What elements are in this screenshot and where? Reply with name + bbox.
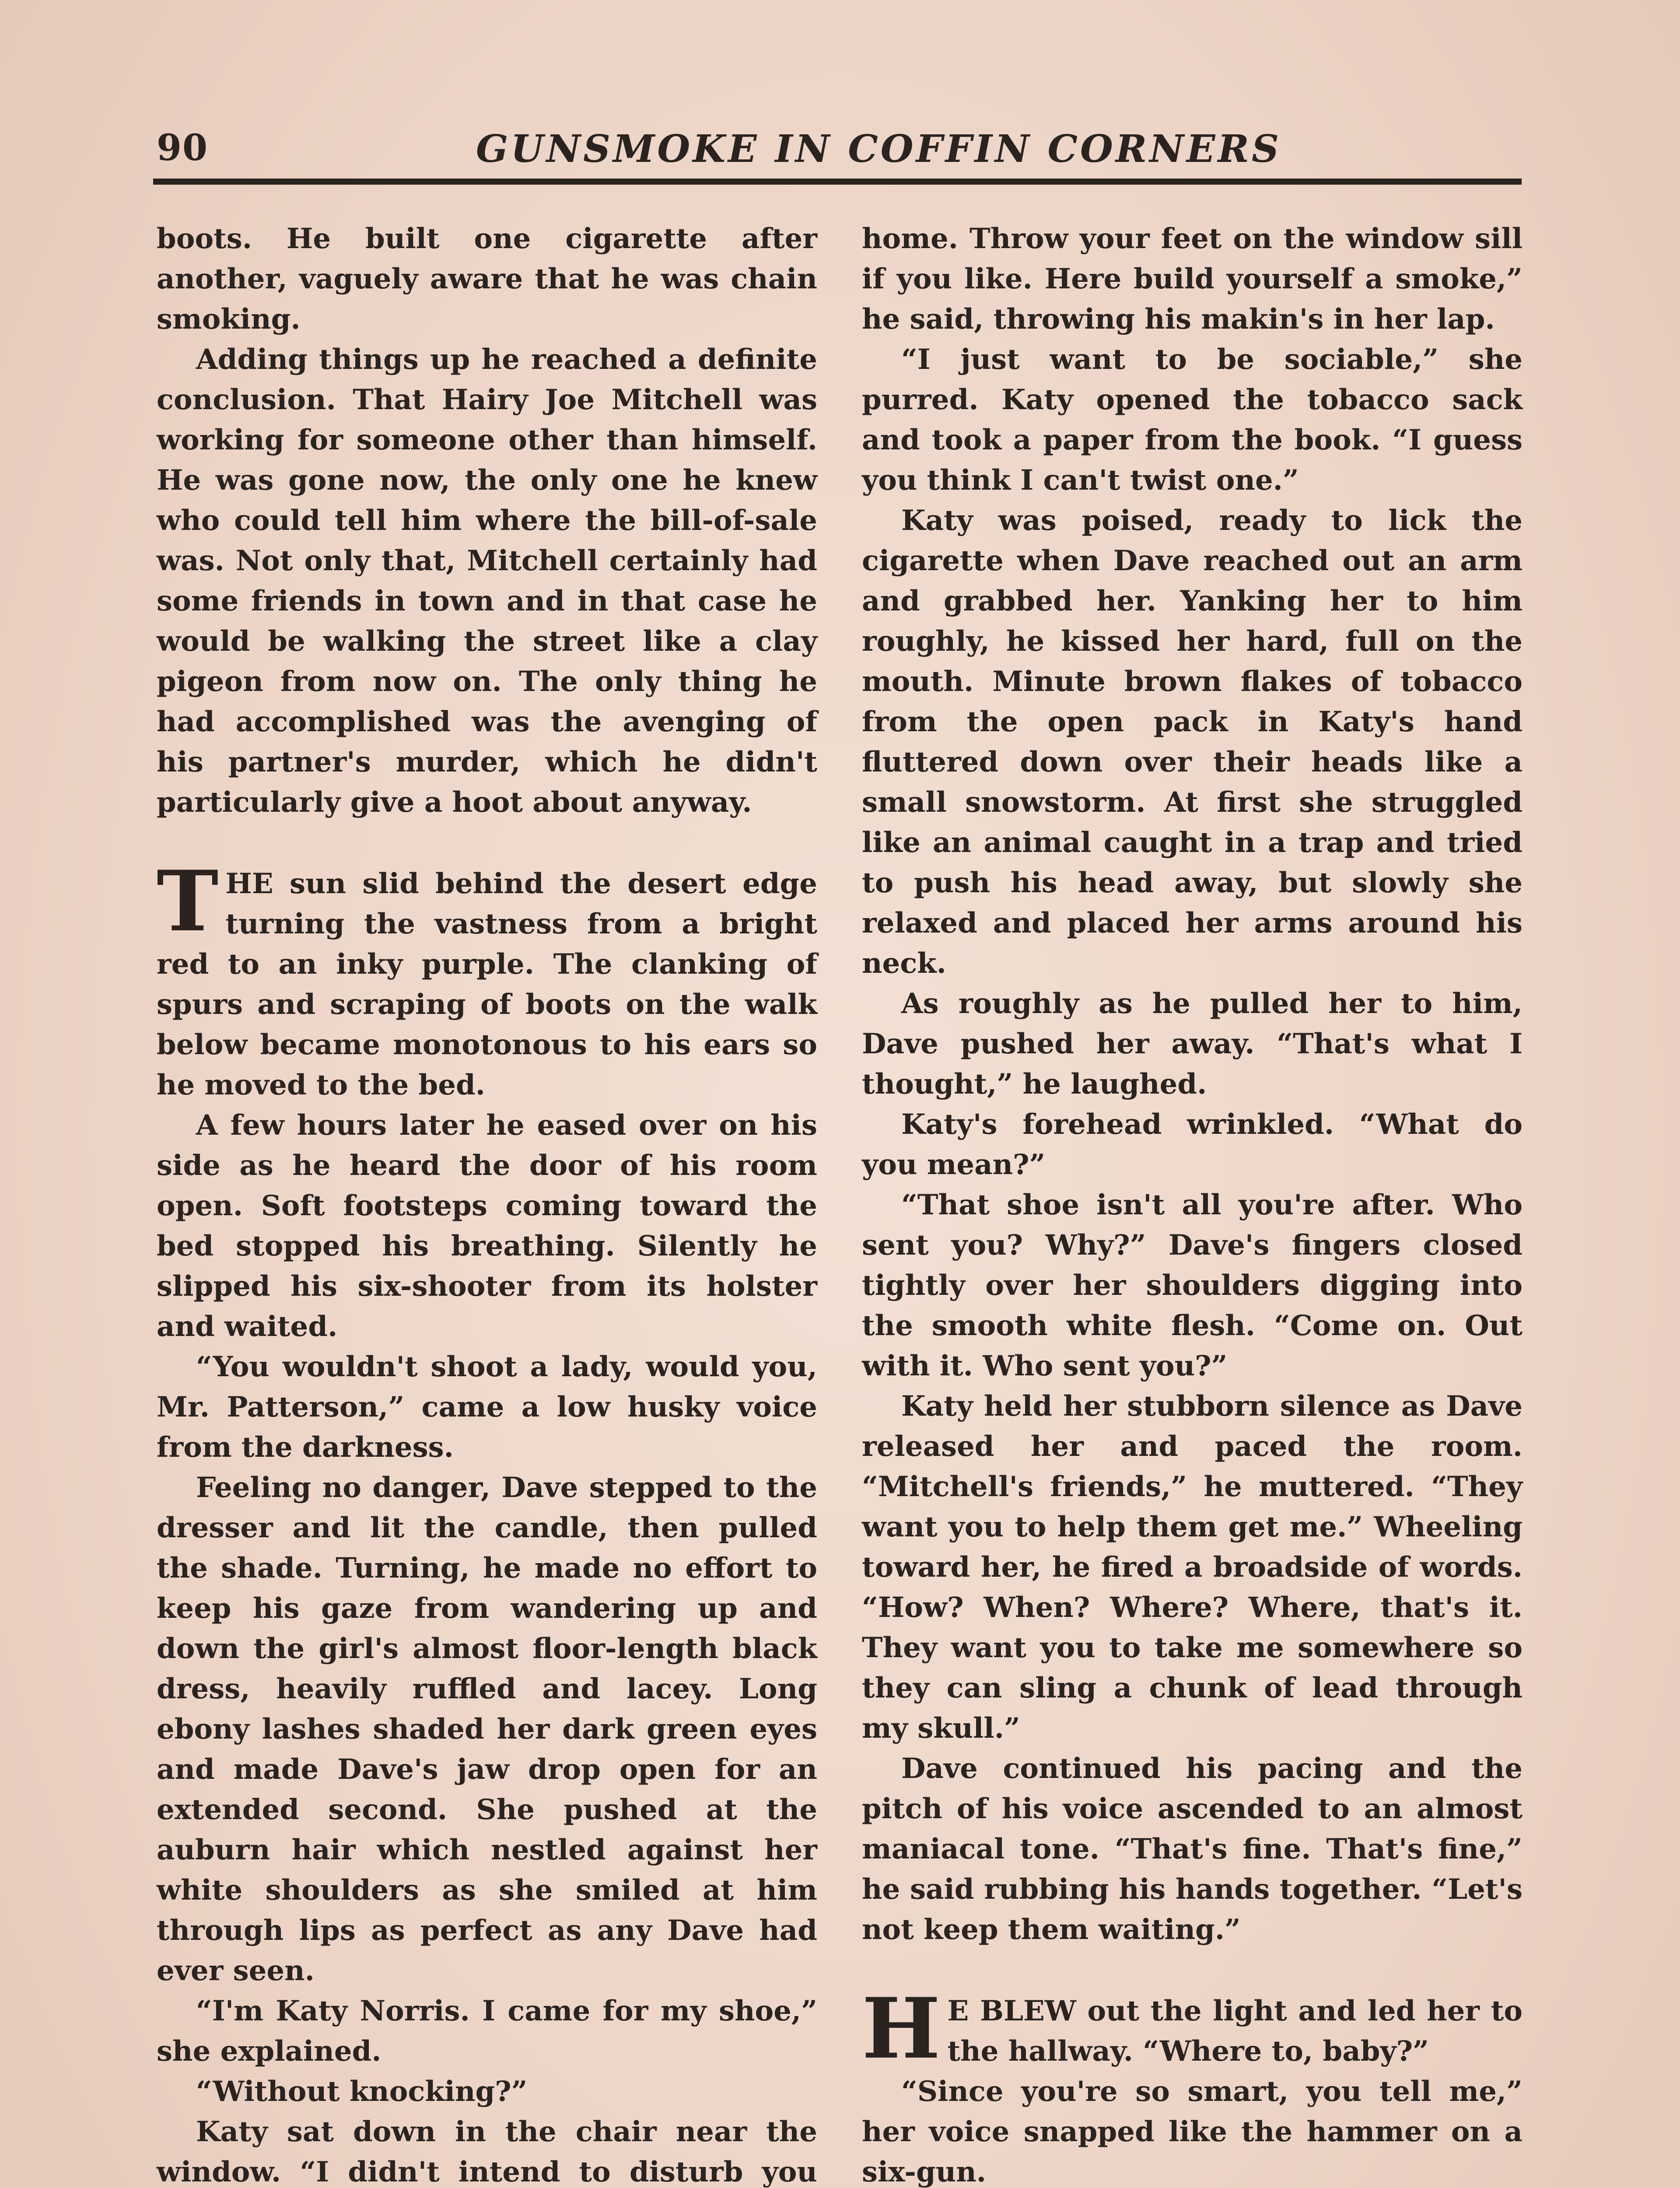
paragraph: Katy sat down in the chair near the window. “I didn't intend to disturb you (157, 2115, 817, 2188)
paragraph: Katy held her stubborn silence as Dave released her and paced the room. “Mitchell's friends,” he muttered. “They want you to help them get me.” Wheeling toward her, he fired a broadside of words. “How? When? Where? Where, that's it. They want you to take me somewhere so they can sling a chunk of lead through my skull.” (862, 1390, 1522, 1745)
paragraph: Dave continued his pacing and the pitch of his voice ascended to an almost maniacal tone. “That's fine. That's fine,” he said rubbing his hands together. “Let's not keep them waiting.” (862, 1752, 1522, 1946)
right-column (862, 219, 1522, 2188)
paragraph: Katy's forehead wrinkled. “What do you mean?” (862, 1108, 1522, 1181)
page-number: 90 (157, 127, 209, 169)
paragraph: A few hours later he eased over on his side as he heard the door of his room open. Soft footsteps coming toward the bed stopped his breathing. Silently he slipped his six-shooter from its holster and waited. (157, 1109, 817, 1343)
section-start-paragraph (862, 1980, 1522, 2077)
paragraph-text: HE sun slid behind the desert edge turning the vastness from a bright red to an inky purple. The clanking of spurs and scraping of boots on the walk below became monotonous to his ears so he moved to the bed. (157, 867, 817, 1101)
paragraph: boots. He built one cigarette after another, vaguely aware that he was chain smoking. (157, 222, 817, 336)
paragraph: “You wouldn't shoot a lady, would you, Mr. Patterson,” came a low husky voice from the darkness. (157, 1350, 817, 1464)
paragraph: “Since you're so smart, you tell me,” her voice snapped like the hammer on a six-gun. (862, 2075, 1522, 2188)
running-title: GUNSMOKE IN COFFIN CORNERS (476, 127, 1282, 171)
paragraph: “Without knocking?” (196, 2075, 528, 2108)
paragraph: Adding things up he reached a definite conclusion. That Hairy Joe Mitchell was working for someone other than himself. He was gone now, the only one he knew who could tell him where the bill-of-sale was. Not only that, Mitchell certainly had some friends in town and in that case he would be walking the street like a clay pigeon from now on. The only thing he had accomplished was the avenging of his partner's murder, which he didn't particularly give a hoot about anyway. (157, 343, 817, 819)
paragraph: Feeling no danger, Dave stepped to the dresser and lit the candle, then pulled the shade. Turning, he made no effort to keep his gaze from wandering up and down the girl's almost floor-length black dress, heavily ruffled and lacey. Long ebony lashes shaded her dark green eyes and made Dave's jaw drop open for an extended second. She pushed at the auburn hair which nestled against her white shoulders as she smiled at him through lips as perfect as any Dave had ever seen. (157, 1471, 817, 1987)
paragraph-text: E BLEW out the light and led her to the hallway. “Where to, baby?” (947, 1995, 1522, 2068)
paragraph: As roughly as he pulled her to him, Dave pushed her away. “That's what I thought,” he laughed. (862, 987, 1522, 1101)
section-start-paragraph (157, 852, 817, 1105)
left-column (157, 219, 817, 2188)
header-rule (153, 179, 1522, 185)
paragraph: Katy was poised, ready to lick the cigarette when Dave reached out an arm and grabbed her. Yanking her to him roughly, he kissed her hard, full on the mouth. Minute brown flakes of tobacco from the open pack in Katy's hand fluttered down over their heads like a small snowstorm. At first she struggled like an animal caught in a trap and tried to push his head away, but slowly she relaxed and placed her arms around his neck. (862, 504, 1522, 980)
drop-cap: H (862, 1980, 941, 2077)
paragraph: “That shoe isn't all you're after. Who sent you? Why?” Dave's fingers closed tightly over her shoulders digging into the smooth white flesh. “Come on. Out with it. Who sent you?” (862, 1189, 1522, 1382)
paragraph: “I just want to be sociable,” she purred. Katy opened the tobacco sack and took a paper from the book. “I guess you think I can't twist one.” (862, 343, 1522, 497)
drop-cap: T (157, 852, 219, 950)
page-header (157, 127, 1522, 175)
paragraph: home. Throw your feet on the window sill if you like. Here build yourself a smoke,” he said, throwing his makin's in her lap. (862, 222, 1522, 336)
paragraph: “I'm Katy Norris. I came for my shoe,” she explained. (157, 1995, 817, 2068)
